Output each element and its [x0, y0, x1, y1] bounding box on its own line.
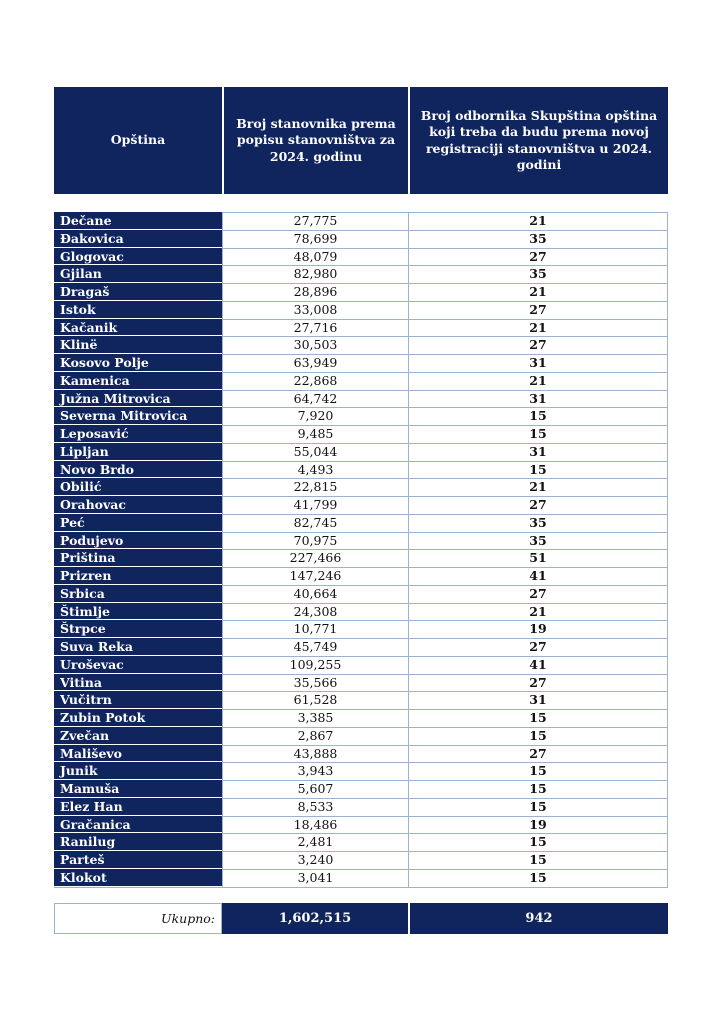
- municipality-name: Vučitrn: [54, 691, 222, 709]
- population-cell: 40,664: [222, 585, 408, 603]
- population-cell: 35,566: [222, 674, 408, 692]
- table-row: [54, 833, 668, 851]
- population-cell: 82,745: [222, 514, 408, 532]
- population-cell: 7,920: [222, 407, 408, 425]
- table-row: [54, 869, 668, 887]
- municipality-name: Suva Reka: [54, 638, 222, 656]
- municipality-table: [54, 212, 668, 888]
- councilors-cell: 31: [408, 390, 668, 408]
- population-cell: 82,980: [222, 265, 408, 283]
- councilors-cell: 15: [408, 727, 668, 745]
- municipality-name: Đakovica: [54, 230, 222, 248]
- table-row: [54, 336, 668, 354]
- municipality-name: Parteš: [54, 851, 222, 869]
- councilors-cell: 21: [408, 372, 668, 390]
- councilors-cell: 35: [408, 532, 668, 550]
- table-row: [54, 478, 668, 496]
- table-row: [54, 745, 668, 763]
- councilors-cell: 15: [408, 780, 668, 798]
- table-row: [54, 567, 668, 585]
- councilors-cell: 15: [408, 425, 668, 443]
- population-cell: 3,943: [222, 762, 408, 780]
- councilors-cell: 21: [408, 478, 668, 496]
- councilors-cell: 15: [408, 869, 668, 887]
- population-cell: 70,975: [222, 532, 408, 550]
- municipality-name: Priština: [54, 549, 222, 567]
- councilors-cell: 21: [408, 319, 668, 337]
- councilors-cell: 41: [408, 567, 668, 585]
- header-councilors: Broj odbornika Skupština opština koji treba da budu prema novoj registraciji stanovništva u 2024. godini: [408, 87, 668, 194]
- total-councilors: 942: [408, 903, 668, 934]
- population-cell: 27,716: [222, 319, 408, 337]
- municipality-name: Gjilan: [54, 265, 222, 283]
- councilors-cell: 35: [408, 230, 668, 248]
- table-row: [54, 372, 668, 390]
- table-row: [54, 265, 668, 283]
- table-row: [54, 691, 668, 709]
- councilors-cell: 15: [408, 762, 668, 780]
- population-cell: 3,240: [222, 851, 408, 869]
- municipality-name: Dečane: [54, 212, 222, 230]
- table-row: [54, 354, 668, 372]
- municipality-name: Leposavić: [54, 425, 222, 443]
- population-cell: 48,079: [222, 248, 408, 266]
- councilors-cell: 27: [408, 745, 668, 763]
- councilors-cell: 15: [408, 851, 668, 869]
- municipality-name: Uroševac: [54, 656, 222, 674]
- councilors-cell: 15: [408, 407, 668, 425]
- municipality-name: Severna Mitrovica: [54, 407, 222, 425]
- municipality-name: Peć: [54, 514, 222, 532]
- table-row: [54, 390, 668, 408]
- councilors-cell: 27: [408, 336, 668, 354]
- municipality-name: Štimlje: [54, 603, 222, 621]
- table-row: [54, 851, 668, 869]
- table-row: [54, 656, 668, 674]
- councilors-cell: 31: [408, 354, 668, 372]
- municipality-name: Kačanik: [54, 319, 222, 337]
- table-row: [54, 798, 668, 816]
- population-cell: 8,533: [222, 798, 408, 816]
- municipality-name: Podujevo: [54, 532, 222, 550]
- population-cell: 78,699: [222, 230, 408, 248]
- municipality-name: Kamenica: [54, 372, 222, 390]
- population-cell: 22,868: [222, 372, 408, 390]
- municipality-name: Prizren: [54, 567, 222, 585]
- councilors-cell: 21: [408, 283, 668, 301]
- councilors-cell: 27: [408, 496, 668, 514]
- councilors-cell: 15: [408, 461, 668, 479]
- municipality-name: Istok: [54, 301, 222, 319]
- table-row: [54, 301, 668, 319]
- population-cell: 45,749: [222, 638, 408, 656]
- population-cell: 41,799: [222, 496, 408, 514]
- municipality-name: Mamuša: [54, 780, 222, 798]
- councilors-cell: 15: [408, 833, 668, 851]
- population-cell: 227,466: [222, 549, 408, 567]
- table-row: [54, 727, 668, 745]
- councilors-cell: 41: [408, 656, 668, 674]
- municipality-name: Vitina: [54, 674, 222, 692]
- councilors-cell: 27: [408, 248, 668, 266]
- table-row: [54, 762, 668, 780]
- population-cell: 64,742: [222, 390, 408, 408]
- population-cell: 27,775: [222, 212, 408, 230]
- municipality-name: Glogovac: [54, 248, 222, 266]
- councilors-cell: 27: [408, 301, 668, 319]
- population-cell: 3,385: [222, 709, 408, 727]
- table-row: [54, 674, 668, 692]
- municipality-name: Orahovac: [54, 496, 222, 514]
- councilors-cell: 35: [408, 514, 668, 532]
- municipality-name: Štrpce: [54, 620, 222, 638]
- table-row: [54, 496, 668, 514]
- population-cell: 61,528: [222, 691, 408, 709]
- population-cell: 4,493: [222, 461, 408, 479]
- municipality-name: Srbica: [54, 585, 222, 603]
- header-municipality: Opština: [110, 132, 166, 148]
- councilors-cell: 21: [408, 212, 668, 230]
- table-row: [54, 549, 668, 567]
- population-cell: 147,246: [222, 567, 408, 585]
- total-label: Ukupno:: [54, 903, 222, 934]
- municipality-name: Elez Han: [54, 798, 222, 816]
- population-cell: 33,008: [222, 301, 408, 319]
- table-row: [54, 638, 668, 656]
- population-cell: 18,486: [222, 816, 408, 834]
- population-cell: 5,607: [222, 780, 408, 798]
- municipality-name: Obilić: [54, 478, 222, 496]
- municipality-name: Klokot: [54, 869, 222, 887]
- councilors-cell: 51: [408, 549, 668, 567]
- table-row: [54, 620, 668, 638]
- councilors-cell: 27: [408, 585, 668, 603]
- population-cell: 3,041: [222, 869, 408, 887]
- population-cell: 24,308: [222, 603, 408, 621]
- table-row: [54, 407, 668, 425]
- population-cell: 10,771: [222, 620, 408, 638]
- table-row: [54, 709, 668, 727]
- councilors-cell: 15: [408, 798, 668, 816]
- municipality-name: Klinë: [54, 336, 222, 354]
- population-cell: 9,485: [222, 425, 408, 443]
- population-cell: 55,044: [222, 443, 408, 461]
- table-row: [54, 461, 668, 479]
- table-row: [54, 780, 668, 798]
- table-row: [54, 585, 668, 603]
- population-cell: 63,949: [222, 354, 408, 372]
- population-cell: 30,503: [222, 336, 408, 354]
- municipality-name: Junik: [54, 762, 222, 780]
- municipality-name: Kosovo Polje: [54, 354, 222, 372]
- councilors-cell: 31: [408, 691, 668, 709]
- councilors-cell: 19: [408, 816, 668, 834]
- table-row: [54, 248, 668, 266]
- councilors-cell: 21: [408, 603, 668, 621]
- population-cell: 43,888: [222, 745, 408, 763]
- population-cell: 22,815: [222, 478, 408, 496]
- table-row: [54, 230, 668, 248]
- table-row: [54, 514, 668, 532]
- table-row: [54, 283, 668, 301]
- municipality-name: Ranilug: [54, 833, 222, 851]
- population-cell: 2,867: [222, 727, 408, 745]
- population-cell: 2,481: [222, 833, 408, 851]
- municipality-name: Zvečan: [54, 727, 222, 745]
- municipality-name: Zubin Potok: [54, 709, 222, 727]
- population-cell: 28,896: [222, 283, 408, 301]
- table-row: [54, 212, 668, 230]
- councilors-cell: 15: [408, 709, 668, 727]
- councilors-cell: 27: [408, 674, 668, 692]
- councilors-cell: 31: [408, 443, 668, 461]
- table-row: [54, 816, 668, 834]
- municipality-name: Mališevo: [54, 745, 222, 763]
- councilors-cell: 35: [408, 265, 668, 283]
- header-population: Broj stanovnika prema popisu stanovništva za 2024. godinu: [222, 87, 408, 194]
- municipality-name: Novo Brdo: [54, 461, 222, 479]
- table-row: [54, 319, 668, 337]
- table-row: [54, 603, 668, 621]
- table-row: [54, 532, 668, 550]
- councilors-cell: 19: [408, 620, 668, 638]
- table-header: [54, 87, 668, 194]
- table-row: [54, 425, 668, 443]
- municipality-name: Dragaš: [54, 283, 222, 301]
- population-cell: 109,255: [222, 656, 408, 674]
- total-row: [54, 903, 668, 934]
- municipality-name: Južna Mitrovica: [54, 390, 222, 408]
- municipality-name: Gračanica: [54, 816, 222, 834]
- table-row: [54, 443, 668, 461]
- total-population: 1,602,515: [222, 903, 408, 934]
- councilors-cell: 27: [408, 638, 668, 656]
- municipality-name: Lipljan: [54, 443, 222, 461]
